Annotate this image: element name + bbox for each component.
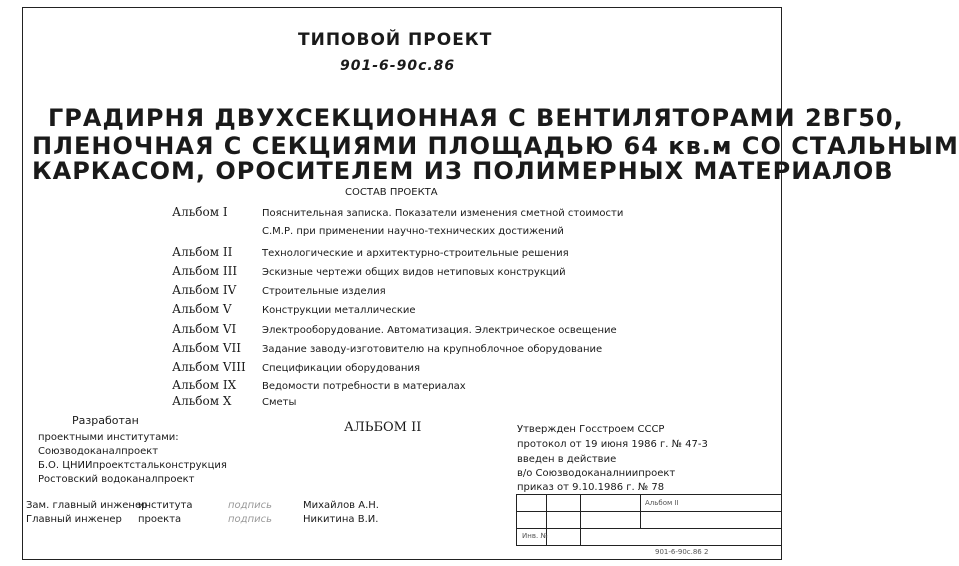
approval-line-2: протокол от 19 июня 1986 г. № 47-3 xyxy=(517,439,708,450)
album-desc-8: Спецификации оборудования xyxy=(262,363,420,374)
approval-line-1: Утвержден Госстроем СССР xyxy=(517,424,665,435)
album-desc-9: Ведомости потребности в материалах xyxy=(262,381,466,392)
album-mark: АЛЬБОМ II xyxy=(344,420,422,435)
developer-line-1: проектными институтами: xyxy=(38,432,179,443)
album-label-10: Альбом X xyxy=(172,394,232,408)
signature-role-1: Зам. главный инженер xyxy=(26,500,148,511)
album-label-5: Альбом V xyxy=(172,302,232,316)
signature-org-2: проекта xyxy=(138,514,182,525)
approval-line-3: введен в действие xyxy=(517,454,617,465)
title-line-3: КАРКАСОМ, ОРОСИТЕЛЕМ ИЗ ПОЛИМЕРНЫХ МАТЕРИАЛОВ xyxy=(32,157,894,185)
signature-name-2: Никитина В.И. xyxy=(303,514,379,525)
album-label-4: Альбом IV xyxy=(172,283,237,297)
signature-role-2: Главный инженер xyxy=(26,514,122,525)
developer-title: Разработан xyxy=(72,414,139,427)
album-desc-10: Сметы xyxy=(262,397,297,408)
signature-org-1: института xyxy=(138,500,193,511)
album-label-1: Альбом I xyxy=(172,205,228,219)
signature-mark-2: подпись xyxy=(228,514,272,525)
album-desc-2: Технологические и архитектурно-строительные решения xyxy=(262,248,569,259)
album-desc-4: Строительные изделия xyxy=(262,286,386,297)
project-number: 901-6-90с.86 xyxy=(340,58,456,74)
developer-line-3: Б.О. ЦНИИпроектстальконструкция xyxy=(38,460,227,471)
stamp-divider-2 xyxy=(580,494,581,546)
album-desc-7: Задание заводу-изготовителю на крупноблочное оборудование xyxy=(262,344,603,355)
approval-line-4: в/о Союзводоканалниипроект xyxy=(517,468,676,479)
developer-line-4: Ростовский водоканалпроект xyxy=(38,474,195,485)
album-desc-3: Эскизные чертежи общих видов нетиповых конструкций xyxy=(262,267,566,278)
album-label-2: Альбом II xyxy=(172,245,233,259)
stamp-rule-1 xyxy=(516,511,782,512)
album-desc-6: Электрооборудование. Автоматизация. Электрическое освещение xyxy=(262,325,617,336)
stamp-rule-2 xyxy=(516,528,782,529)
album-desc-1: Пояснительная записка. Показатели изменения сметной стоимости xyxy=(262,208,624,219)
title-line-2: ПЛЕНОЧНАЯ С СЕКЦИЯМИ ПЛОЩАДЬЮ 64 кв.м СО СТАЛЬНЫМ xyxy=(32,132,959,160)
album-label-7: Альбом VII xyxy=(172,341,241,355)
album-label-8: Альбом VIII xyxy=(172,360,246,374)
developer-line-2: Союзводоканалпроект xyxy=(38,446,159,457)
stamp-cell-inv: Инв. № xyxy=(522,532,548,540)
signature-mark-1: подпись xyxy=(228,500,272,511)
stamp-corner-number: 901-6-90с.86 2 xyxy=(655,548,709,556)
stamp-cell-album: Альбом II xyxy=(645,499,679,507)
album-desc-1-cont: С.М.Р. при применении научно-технических достижений xyxy=(262,226,564,237)
album-label-3: Альбом III xyxy=(172,264,238,278)
signature-name-1: Михайлов А.Н. xyxy=(303,500,379,511)
album-label-6: Альбом VI xyxy=(172,322,237,336)
approval-line-5: приказ от 9.10.1986 г. № 78 xyxy=(517,482,665,493)
contents-heading: СОСТАВ ПРОЕКТА xyxy=(345,187,438,198)
album-desc-5: Конструкции металлические xyxy=(262,305,416,316)
album-label-9: Альбом IX xyxy=(172,378,237,392)
stamp-divider-3 xyxy=(640,494,641,528)
typical-project-label: ТИПОВОЙ ПРОЕКТ xyxy=(298,30,493,50)
title-line-1: ГРАДИРНЯ ДВУХСЕКЦИОННАЯ С ВЕНТИЛЯТОРАМИ 2ВГ50, xyxy=(48,104,904,132)
